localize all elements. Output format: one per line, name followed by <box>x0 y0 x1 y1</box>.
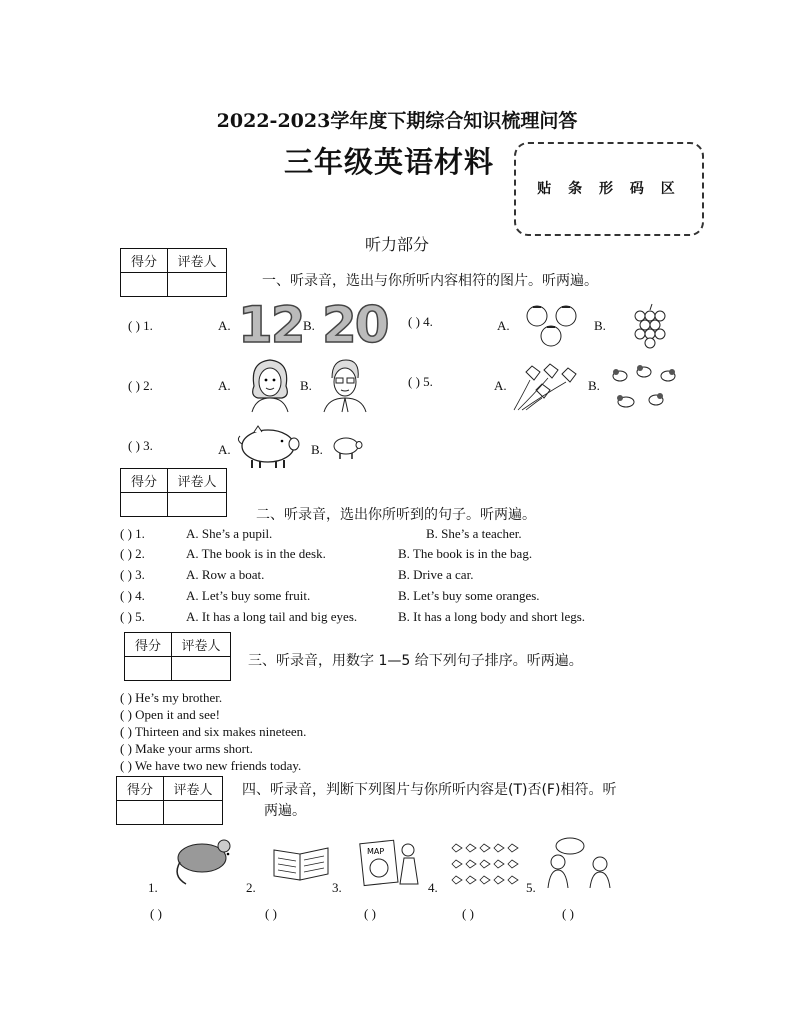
map-image[interactable] <box>358 836 422 888</box>
score-cell[interactable] <box>117 801 164 825</box>
s3-sentence-1[interactable]: ( ) He’s my brother. <box>120 690 223 705</box>
s2-q2-number[interactable]: ( ) 2. <box>120 546 145 561</box>
section2-title: 二、听录音，选出你所听到的句子。听两遍。 <box>256 507 536 523</box>
s4-num-2: 2. <box>246 880 256 895</box>
barcode-area <box>514 142 704 236</box>
big-pig-image[interactable] <box>236 424 302 470</box>
s4-num-5: 5. <box>526 880 536 895</box>
s4-answer-4[interactable]: ( ) <box>462 906 474 921</box>
grader-label: 评卷人 <box>168 469 227 493</box>
score-cell[interactable] <box>121 273 168 297</box>
book-image[interactable] <box>270 840 332 888</box>
s3-sentence-4[interactable]: ( ) Make your arms short. <box>120 741 253 756</box>
grader-label: 评卷人 <box>164 777 223 801</box>
grader-cell[interactable] <box>164 801 223 825</box>
section3-title: 三、听录音，用数字 1—5 给下列句子排序。听两遍。 <box>248 653 583 669</box>
number-20-image[interactable]: 20 <box>322 296 388 354</box>
s3-sentence-2[interactable]: ( ) Open it and see! <box>120 707 220 722</box>
s2-q4-option-a: A. Let’s buy some fruit. <box>186 588 311 603</box>
fruits-image[interactable] <box>524 302 580 348</box>
mouse-image[interactable] <box>172 836 236 888</box>
s2-q3-number[interactable]: ( ) 3. <box>120 567 145 582</box>
barcode-label: 贴 条 形 码 区 <box>537 181 681 197</box>
score-label: 得分 <box>125 633 172 657</box>
s2-q5-option-b: B. It has a long body and short legs. <box>398 609 586 624</box>
subject-title: 三年级英语材料 <box>284 145 495 179</box>
s2-q3-option-b: B. Drive a car. <box>398 567 474 582</box>
s1-q5-number[interactable]: ( ) 5. <box>408 374 433 389</box>
s1-q5-a-label: A. <box>494 378 507 393</box>
s1-q4-number[interactable]: ( ) 4. <box>408 314 433 329</box>
grader-cell[interactable] <box>172 657 231 681</box>
s1-q3-b-label: B. <box>311 442 323 457</box>
small-pig-image[interactable] <box>330 434 364 460</box>
s2-q1-option-b: B. She’s a teacher. <box>426 526 522 541</box>
section4-title: 四、听录音，判断下列图片与你所听内容是(T)否(F)相符。听 <box>242 782 617 798</box>
s2-q5-number[interactable]: ( ) 5. <box>120 609 145 624</box>
section1-title: 一、听录音，选出与你所听内容相符的图片。听两遍。 <box>262 273 598 289</box>
score-cell[interactable] <box>125 657 172 681</box>
s4-num-1: 1. <box>148 880 158 895</box>
s4-num-3: 3. <box>332 880 342 895</box>
s2-q4-option-b: B. Let’s buy some oranges. <box>398 588 540 603</box>
grapes-image[interactable] <box>628 302 670 350</box>
s4-answer-5[interactable]: ( ) <box>562 906 574 921</box>
s2-q1-number[interactable]: ( ) 1. <box>120 526 145 541</box>
s1-q1-b-label: B. <box>303 318 315 333</box>
grader-cell[interactable] <box>168 273 227 297</box>
s2-q4-number[interactable]: ( ) 4. <box>120 588 145 603</box>
number-12-image[interactable]: 12 <box>238 296 304 354</box>
cats-image[interactable] <box>610 362 678 414</box>
score-box-4 <box>116 776 223 825</box>
section4-title-cont: 两遍。 <box>264 803 306 819</box>
s4-num-4: 4. <box>428 880 438 895</box>
s1-q3-a-label: A. <box>218 442 231 457</box>
s2-q3-option-a: A. Row a boat. <box>186 567 265 582</box>
score-box-1 <box>120 248 227 297</box>
s1-q2-number[interactable]: ( ) 2. <box>128 378 153 393</box>
s1-q5-b-label: B. <box>588 378 600 393</box>
s4-answer-2[interactable]: ( ) <box>265 906 277 921</box>
s3-sentence-3[interactable]: ( ) Thirteen and six makes nineteen. <box>120 724 307 739</box>
s2-q2-option-a: A. The book is in the desk. <box>186 546 326 561</box>
s1-q1-a-label: A. <box>218 318 231 333</box>
s2-q2-option-b: B. The book is in the bag. <box>398 546 533 561</box>
score-box-3 <box>124 632 231 681</box>
children-talking-image[interactable] <box>544 836 616 888</box>
man-image[interactable] <box>322 356 368 412</box>
s1-q3-number[interactable]: ( ) 3. <box>128 438 153 453</box>
woman-image[interactable] <box>244 356 296 412</box>
s1-q4-a-label: A. <box>497 318 510 333</box>
score-cell[interactable] <box>121 493 168 517</box>
s1-q2-a-label: A. <box>218 378 231 393</box>
s2-q5-option-a: A. It has a long tail and big eyes. <box>186 609 358 624</box>
map-label: MAP <box>367 847 385 856</box>
score-label: 得分 <box>121 249 168 273</box>
s4-answer-1[interactable]: ( ) <box>150 906 162 921</box>
s1-q2-b-label: B. <box>300 378 312 393</box>
grader-label: 评卷人 <box>172 633 231 657</box>
score-label: 得分 <box>121 469 168 493</box>
s1-q1-number[interactable]: ( ) 1. <box>128 318 153 333</box>
grader-cell[interactable] <box>168 493 227 517</box>
s4-answer-3[interactable]: ( ) <box>364 906 376 921</box>
exam-title: 2022-2023学年度下期综合知识梳理问答 <box>216 110 578 132</box>
score-box-2 <box>120 468 227 517</box>
kites-pattern-image[interactable] <box>452 840 520 888</box>
part-title: 听力部分 <box>364 235 429 254</box>
score-label: 得分 <box>117 777 164 801</box>
kites-image[interactable] <box>512 362 580 412</box>
s2-q1-option-a: A. She’s a pupil. <box>186 526 273 541</box>
grader-label: 评卷人 <box>168 249 227 273</box>
s1-q4-b-label: B. <box>594 318 606 333</box>
s3-sentence-5[interactable]: ( ) We have two new friends today. <box>120 758 302 773</box>
